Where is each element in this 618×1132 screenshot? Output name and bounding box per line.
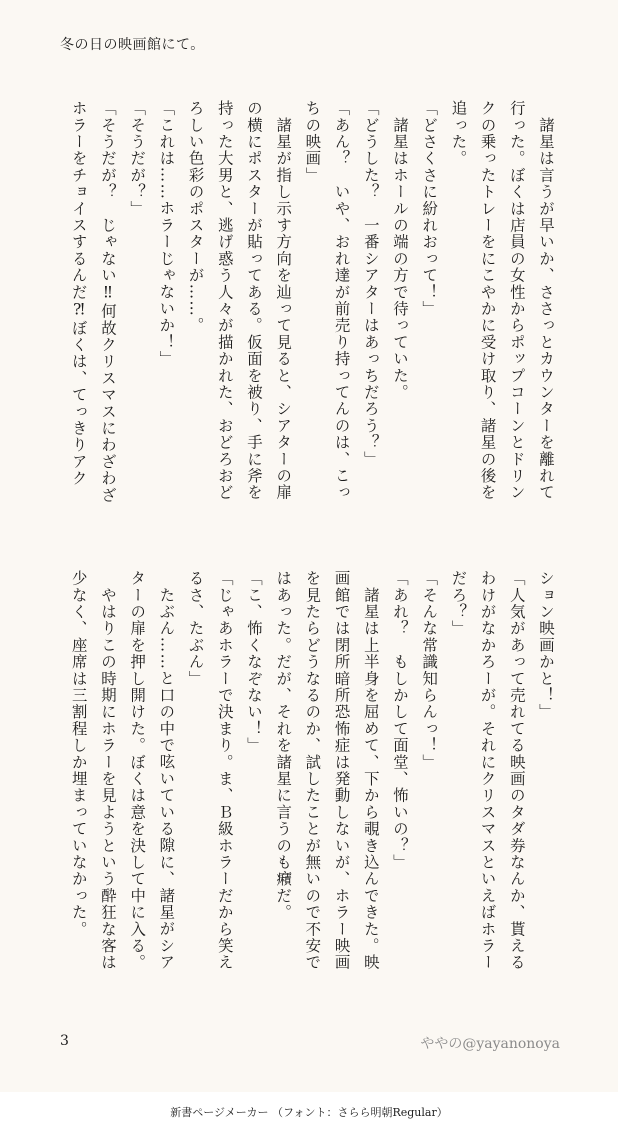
text-line: だろ？」 bbox=[449, 570, 468, 637]
text-line: ターの扉を押し開けた。ぼくは意を決して中に入る。 bbox=[128, 570, 147, 971]
text-line: 「こ、怖くなぞない！」 bbox=[244, 570, 263, 754]
text-line: 諸星が指し示す方向を辿って見ると、シアターの扉 bbox=[274, 100, 293, 501]
text-line: わけがなかろーが。それにクリスマスといえばホラー bbox=[478, 570, 497, 971]
text-line: 諸星は上半身を屈めて、下から覗き込んできた。映 bbox=[361, 570, 380, 971]
text-block-bottom bbox=[64, 570, 560, 1000]
text-line: 行った。ぼくは店員の女性からポップコーンとドリン bbox=[507, 100, 526, 501]
text-line: ろしい色彩のポスターが……。 bbox=[186, 100, 205, 334]
text-block-top bbox=[64, 100, 560, 530]
text-line: 「そうだが？」 bbox=[128, 100, 147, 217]
text-line: 「これは……ホラーじゃないか！」 bbox=[157, 100, 176, 368]
text-line: ちの映画」 bbox=[303, 100, 322, 184]
text-line: 「あん？ いや、おれ達が前売り持ってんのは、こっ bbox=[332, 100, 351, 501]
text-line: はあった。だが、それを諸星に言うのも癪だ。 bbox=[274, 570, 293, 921]
text-line: 「あれ？ もしかして面堂、怖いの？」 bbox=[390, 570, 409, 871]
text-line: 諸星は言うが早いか、ささっとカウンターを離れて bbox=[537, 100, 555, 501]
text-line: たぶん……と口の中で呟いている隙に、諸星がシア bbox=[157, 570, 176, 971]
text-line: の横にポスターが貼ってある。仮面を被り、手に斧を bbox=[244, 100, 263, 501]
text-line: 追った。 bbox=[449, 100, 468, 167]
text-line: 「人気があって売れてる映画のタダ券なんか、貰える bbox=[507, 570, 526, 971]
text-line: クの乗ったトレーをにこやかに受け取り、諸星の後を bbox=[478, 100, 497, 501]
author-handle: ややの@yayanonoya bbox=[420, 1036, 560, 1052]
generator-credit: 新書ページメーカー （フォント：さらら明朝Regular） bbox=[170, 1106, 448, 1119]
text-line: ホラーをチョイスするんだ⁈ぼくは、てっきりアク bbox=[69, 100, 88, 487]
text-line: やはりこの時期にホラーを見ようという酔狂な客は bbox=[98, 570, 117, 971]
text-line: 少なく、座席は三割程しか埋まっていなかった。 bbox=[69, 570, 88, 938]
text-line: るさ、たぶん」 bbox=[186, 570, 205, 687]
text-line: 「じゃあホラーで決まり。ま、Ｂ級ホラーだから笑え bbox=[215, 570, 234, 971]
text-line: 諸星はホールの端の方で待っていた。 bbox=[390, 100, 409, 401]
page-number: 3 bbox=[60, 1033, 69, 1049]
text-line: 「そうだが？ じゃない‼何故クリスマスにわざわざ bbox=[98, 100, 117, 504]
text-line: を見たらどうなるのか、試したことが無いので不安で bbox=[303, 570, 322, 971]
text-line: 「どさくさに紛れおって！」 bbox=[420, 100, 439, 318]
chapter-title: 冬の日の映画館にて。 bbox=[60, 37, 205, 53]
text-line: ション映画かと！」 bbox=[537, 570, 555, 721]
text-line: 「どうした？ 一番シアターはあっちだろう？」 bbox=[361, 100, 380, 468]
text-line: 持った大男と、逃げ惑う人々が描かれた、おどろおど bbox=[215, 100, 234, 501]
text-line: 「そんな常識知らんっ！」 bbox=[420, 570, 439, 771]
text-line: 画館では閉所暗所恐怖症は発動しないが、ホラー映画 bbox=[332, 570, 351, 971]
